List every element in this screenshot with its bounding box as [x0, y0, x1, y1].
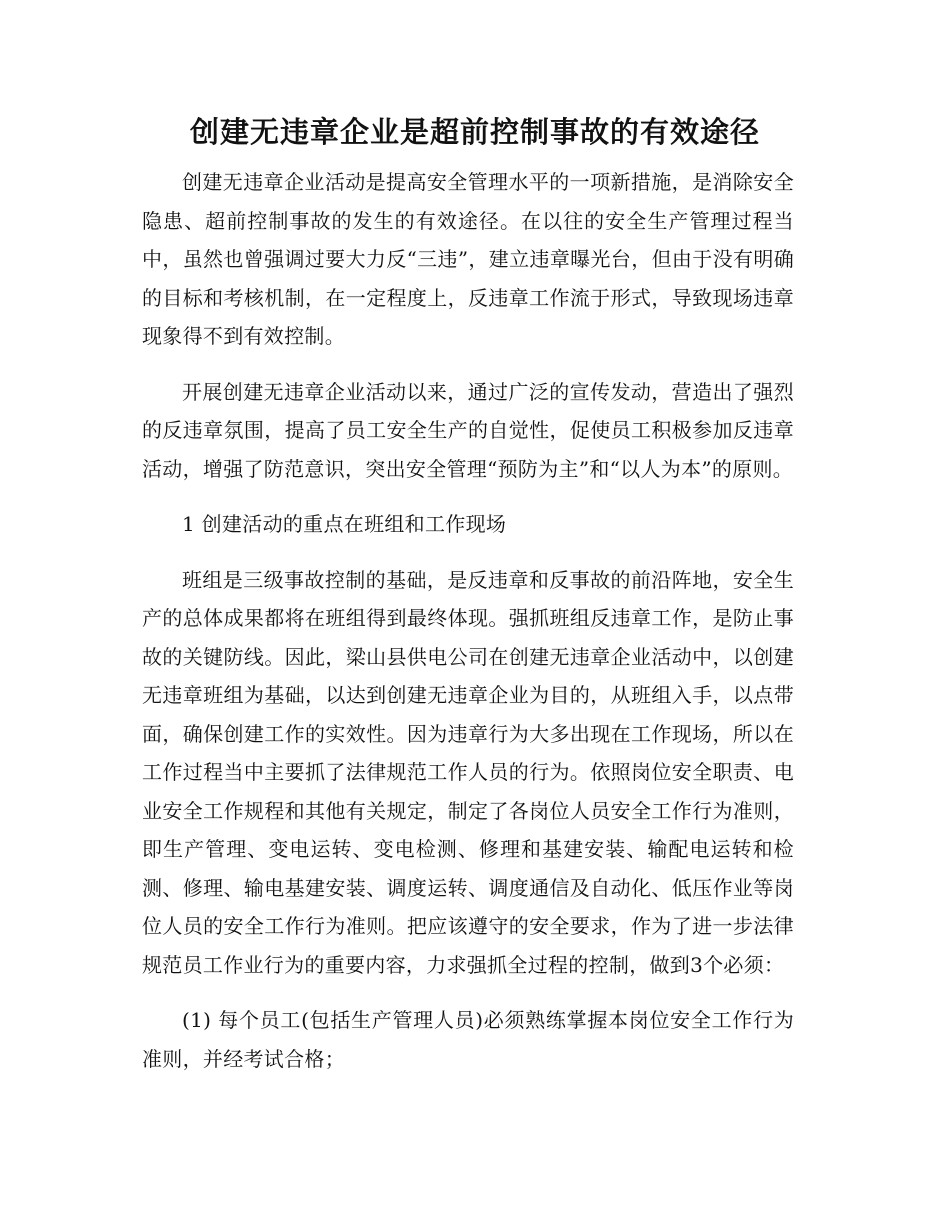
document-title: 创建无违章企业是超前控制事故的有效途径: [189, 115, 760, 149]
paragraph-intro: 创建无违章企业活动是提高安全管理水平的一项新措施，是消除安全隐患、超前控制事故的发生的有效途径。在以往的安全生产管理过程当中，虽然也曾强调过要大力反“三违”，建立违章曝光台，但由于没有明确的目标和考核机制，在一定程度上，反违章工作流于形式，导致现场违章现象得不到有效控制。: [142, 170, 794, 348]
paragraph-activity-results: 开展创建无违章企业活动以来，通过广泛的宣传发动，营造出了强烈的反违章氛围，提高了员工安全生产的自觉性，促使员工积极参加反违章活动，增强了防范意识，突出安全管理“预防为主”和“以人为本”的原则。: [142, 379, 794, 481]
section-heading-1: 1 创建活动的重点在班组和工作现场: [182, 512, 507, 536]
document-body: [142, 163, 794, 1095]
paragraph-requirement-1: (1) 每个员工(包括生产管理人员)必须熟练掌握本岗位安全工作行为准则，并经考试合格；: [142, 1008, 794, 1071]
paragraph-team-focus: 班组是三级事故控制的基础，是反违章和反事故的前沿阵地，安全生产的总体成果都将在班组得到最终体现。强抓班组反违章工作，是防止事故的关键防线。因此，梁山县供电公司在创建无违章企业活动中，以创建无违章班组为基础，以达到创建无违章企业为目的，从班组入手，以点带面，确保创建工作的实效性。因为违章行为大多出现在工作现场，所以在工作过程当中主要抓了法律规范工作人员的行为。依照岗位安全职责、电业安全工作规程和其他有关规定，制定了各岗位人员安全工作行为准则，即生产管理、变电运转、变电检测、修理和基建安装、输配电运转和检测、修理、输电基建安装、调度运转、调度通信及自动化、低压作业等岗位人员的安全工作行为准则。把应该遵守的安全要求，作为了进一步法律规范员工作业行为的重要内容，力求强抓全过程的控制，做到3个必须：: [142, 567, 794, 977]
